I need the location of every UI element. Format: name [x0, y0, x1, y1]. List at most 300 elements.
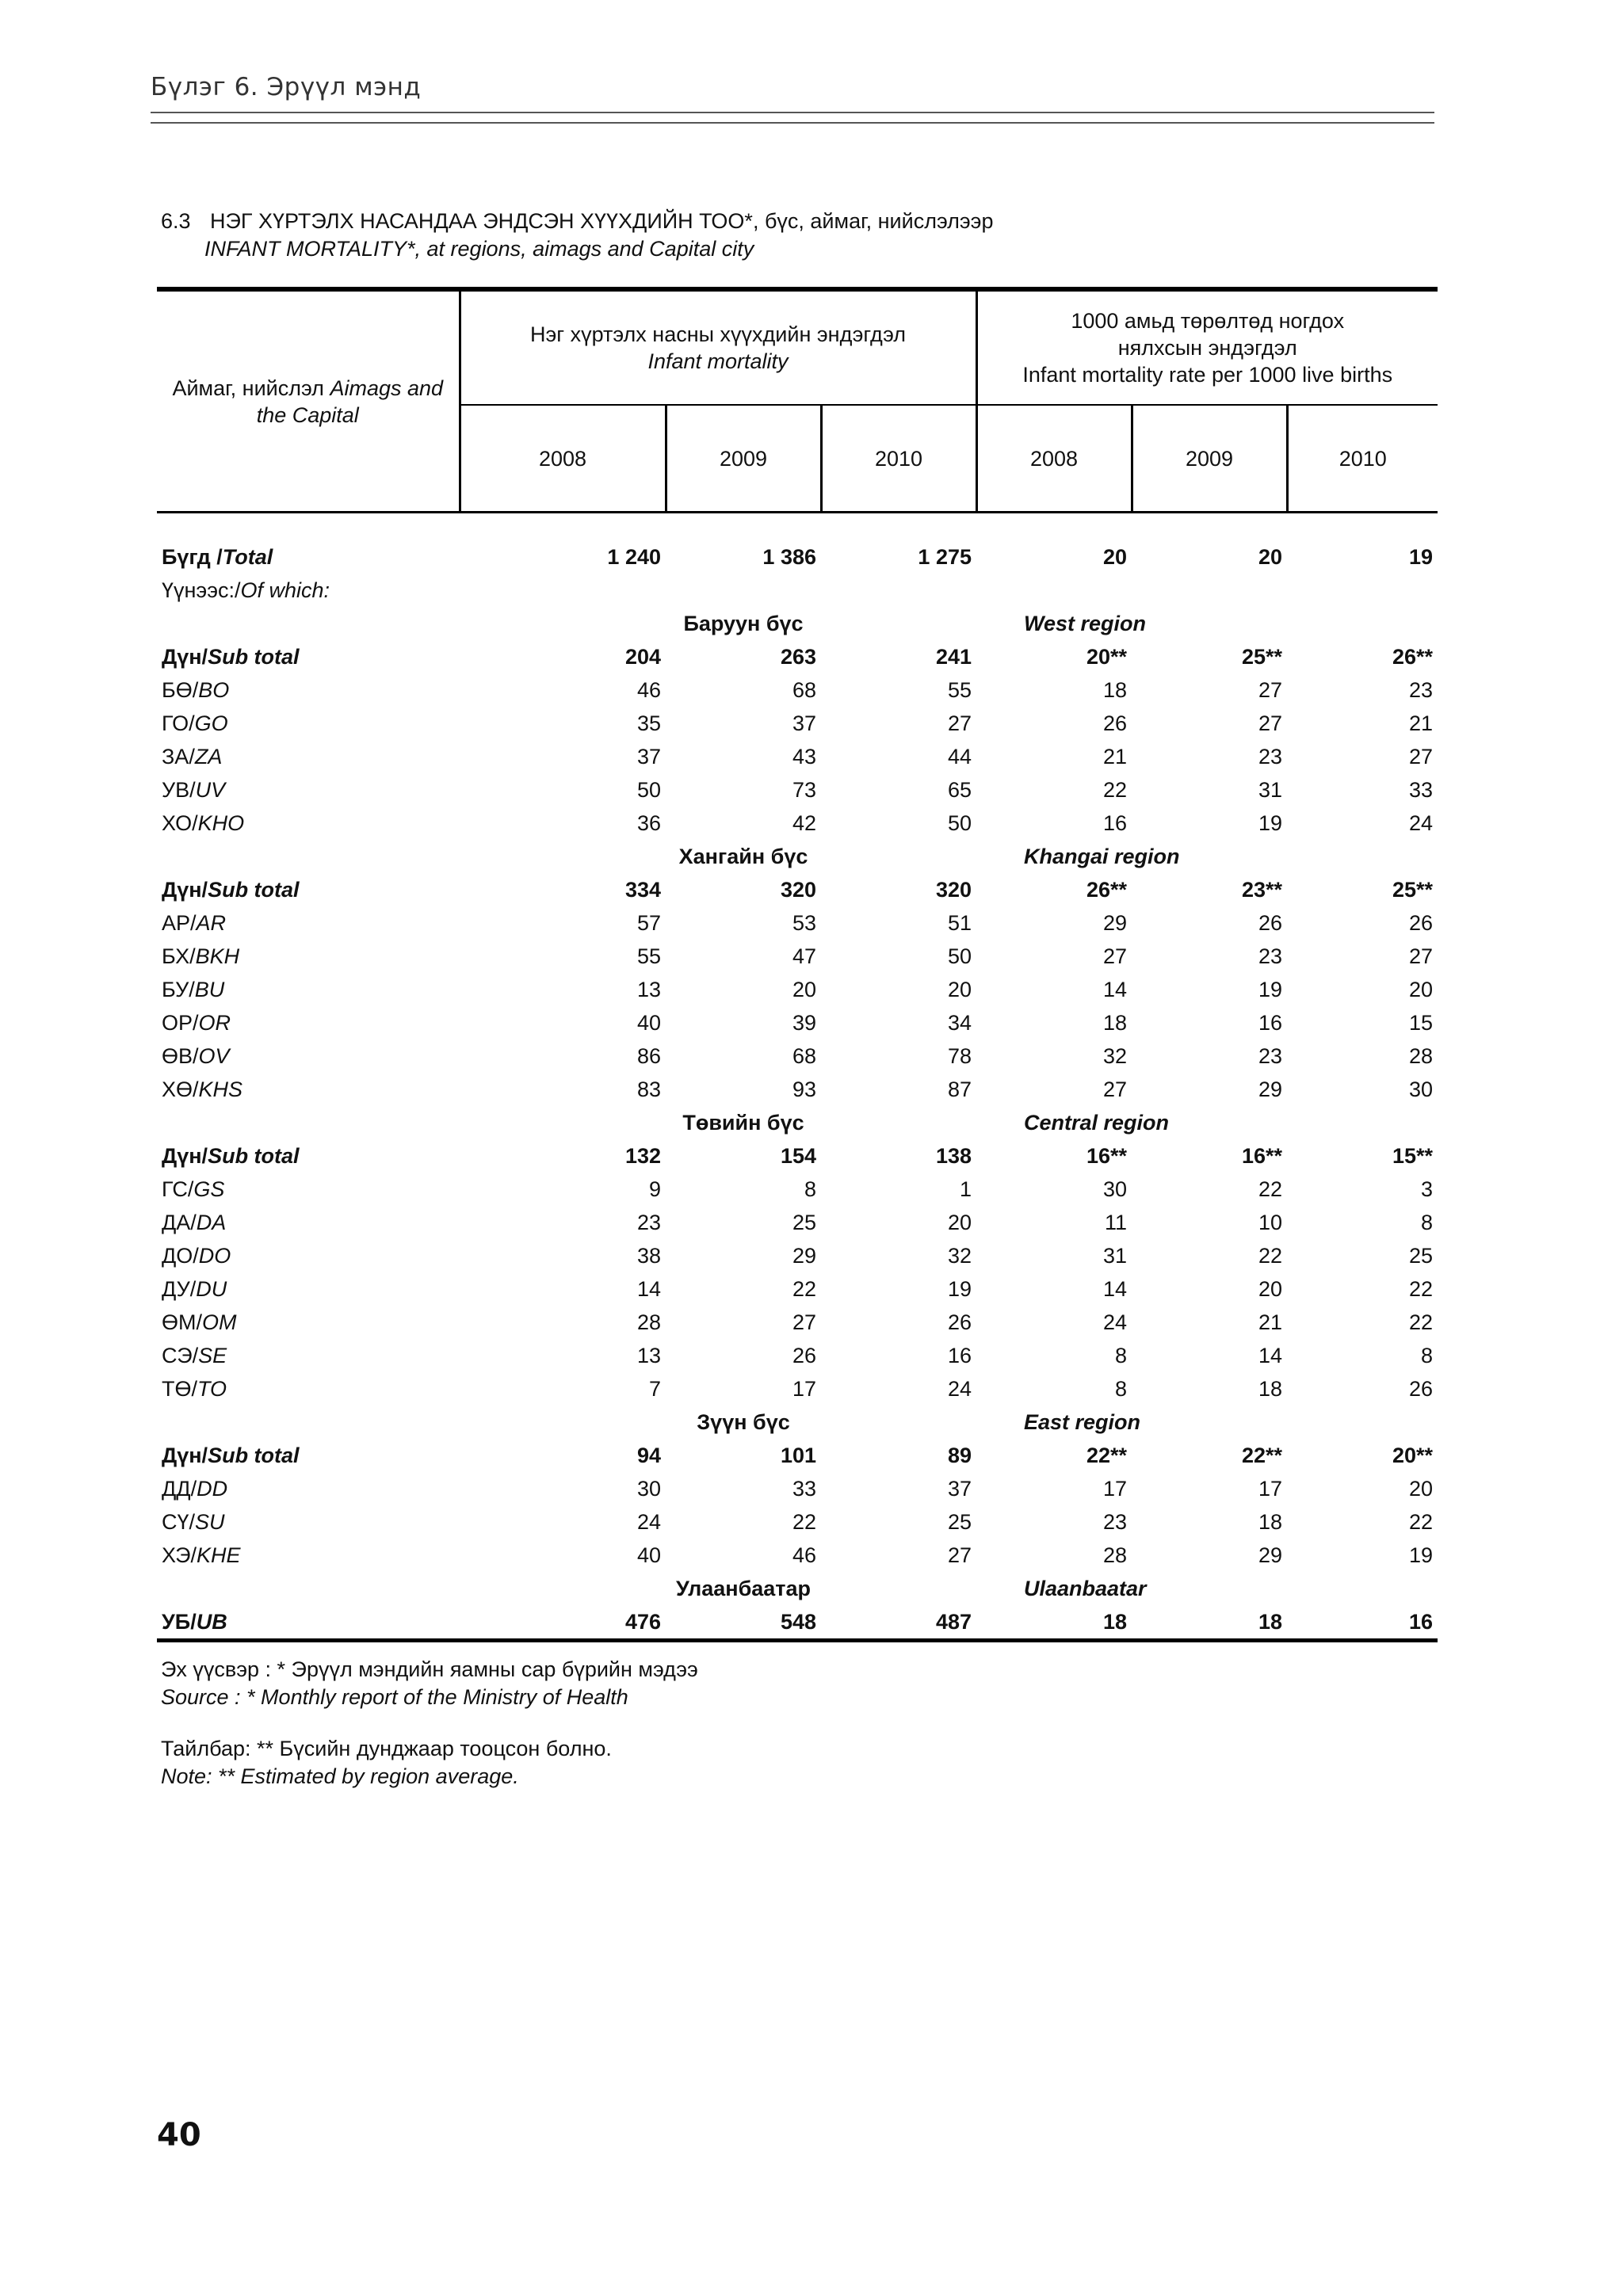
- value-cell: 21: [1408, 711, 1433, 735]
- row-label: [157, 707, 460, 740]
- row-label: [157, 740, 460, 773]
- row-label-mn: УВ/: [162, 777, 196, 802]
- row-label-en: KHS: [198, 1077, 243, 1101]
- region-name-mn: Улаанбаатар: [675, 1576, 812, 1600]
- value-cell: 14: [1258, 1343, 1282, 1367]
- value-cell: 26: [947, 1310, 972, 1334]
- row-label: [157, 1039, 460, 1073]
- value-cell: 33: [792, 1476, 816, 1501]
- row-label-en: DU: [196, 1276, 227, 1301]
- row-label-mn: ДД/: [162, 1476, 197, 1501]
- row-label: [157, 973, 460, 1006]
- value-cell: 22: [1408, 1509, 1433, 1534]
- value-cell: 18: [1102, 677, 1127, 702]
- value-cell: 55: [636, 944, 661, 968]
- value-cell: 25: [1408, 1243, 1433, 1268]
- row-label-mn: ДА/: [162, 1210, 197, 1234]
- value-cell: 29: [1102, 910, 1127, 935]
- value-cell: 46: [792, 1543, 816, 1567]
- value-cell: 25**: [1392, 877, 1433, 902]
- value-cell: 68: [792, 677, 816, 702]
- region-name-mn: Хангайн бүс: [678, 844, 808, 868]
- subtotal-row: [157, 1139, 1438, 1173]
- value-cell: 26: [1258, 910, 1282, 935]
- source-note-mn: Эх үүсвэр : * Эрүүл мэндийн яамны сар бүрийн мэдээ: [161, 1657, 698, 1681]
- value-cell: 93: [792, 1077, 816, 1101]
- row-label-en: Sub total: [208, 877, 300, 902]
- row-label: [157, 940, 460, 973]
- value-cell: 1 240: [607, 544, 661, 569]
- value-cell: 132: [624, 1143, 661, 1168]
- value-cell: 47: [792, 944, 816, 968]
- row-label: [157, 1372, 460, 1405]
- value-cell: 36: [636, 810, 661, 835]
- value-cell: 27: [1102, 944, 1127, 968]
- row-label-en: GS: [193, 1177, 225, 1201]
- row-label: [157, 873, 460, 906]
- value-cell: 19: [1408, 544, 1433, 569]
- page-number: 40: [157, 2117, 201, 2153]
- value-cell: 16: [947, 1343, 972, 1367]
- aimag-row: [157, 1339, 1438, 1372]
- aimag-row: [157, 1539, 1438, 1572]
- value-cell: 14: [636, 1276, 661, 1301]
- value-cell: 46: [636, 677, 661, 702]
- row-label: [157, 1505, 460, 1539]
- row-label-en: SE: [198, 1343, 227, 1367]
- value-cell: 11: [1104, 1210, 1127, 1234]
- region-name-en: Ulaanbaatar: [1024, 1576, 1147, 1600]
- row-label: [157, 773, 460, 807]
- aimag-row: [157, 1039, 1438, 1073]
- aimag-row: [157, 773, 1438, 807]
- row-label-mn: Дүн/: [162, 877, 208, 902]
- value-cell: 320: [780, 877, 816, 902]
- value-cell: 13: [636, 977, 661, 1001]
- year-header: 2009: [1132, 405, 1287, 513]
- row-label-mn: ТӨ/: [162, 1376, 197, 1401]
- value-cell: 27: [947, 1543, 972, 1567]
- row-label-mn: Үүнээс:/: [162, 578, 241, 602]
- row-label-mn: ДУ/: [162, 1276, 197, 1301]
- value-cell: 30: [1102, 1177, 1127, 1201]
- value-cell: 39: [792, 1010, 816, 1035]
- table-title: [161, 208, 993, 263]
- row-label-en: Sub total: [208, 1443, 300, 1467]
- row-label: [157, 1339, 460, 1372]
- value-cell: 28: [636, 1310, 661, 1334]
- value-cell: 94: [636, 1443, 661, 1467]
- estimate-note-en: Note: ** Estimated by region average.: [161, 1764, 519, 1788]
- row-label-mn: БӨ/: [162, 677, 199, 702]
- row-label-mn: ДО/: [162, 1243, 199, 1268]
- value-cell: 22: [1408, 1276, 1433, 1301]
- value-cell: 26: [1408, 910, 1433, 935]
- row-label-en: BKH: [195, 944, 240, 968]
- row-label-en: ZA: [194, 744, 223, 769]
- row-label: [157, 574, 1438, 607]
- value-cell: 9: [648, 1177, 661, 1201]
- year-header: 2009: [666, 405, 821, 513]
- subtotal-row: [157, 873, 1438, 906]
- region-name-mn: Зүүн бүс: [697, 1409, 790, 1434]
- aimag-row: [157, 1306, 1438, 1339]
- value-cell: 8: [1420, 1343, 1433, 1367]
- row-label-mn: Дүн/: [162, 644, 208, 669]
- value-cell: 154: [780, 1143, 816, 1168]
- value-cell: 50: [947, 810, 972, 835]
- row-label-en: BO: [198, 677, 230, 702]
- value-cell: 263: [780, 644, 816, 669]
- value-cell: 37: [792, 711, 816, 735]
- value-cell: 26: [1102, 711, 1127, 735]
- value-cell: 55: [947, 677, 972, 702]
- table-number: 6.3: [161, 209, 191, 233]
- value-cell: 18: [1132, 1605, 1287, 1641]
- value-cell: 320: [935, 877, 972, 902]
- row-label-en: SU: [195, 1509, 225, 1534]
- value-cell: 17: [1102, 1476, 1127, 1501]
- value-cell: 30: [1408, 1077, 1433, 1101]
- value-cell: 16: [1287, 1605, 1438, 1641]
- value-cell: 78: [947, 1043, 972, 1068]
- footnotes: [161, 1656, 698, 1791]
- value-cell: 50: [636, 777, 661, 802]
- row-label: [157, 1472, 460, 1505]
- value-cell: 37: [947, 1476, 972, 1501]
- chapter-header: Бүлэг 6. Эрүүл мэнд: [151, 73, 422, 101]
- row-label-mn: ӨМ/: [162, 1310, 202, 1334]
- aimag-row: [157, 1505, 1438, 1539]
- value-cell: 68: [792, 1043, 816, 1068]
- value-cell: 15**: [1392, 1143, 1433, 1168]
- row-label-en: DO: [198, 1243, 231, 1268]
- value-cell: 57: [636, 910, 661, 935]
- value-cell: 14: [1102, 1276, 1127, 1301]
- value-cell: 204: [624, 644, 661, 669]
- aimag-row: [157, 1472, 1438, 1505]
- value-cell: 50: [947, 944, 972, 968]
- value-cell: 22: [1408, 1310, 1433, 1334]
- row-label: [157, 673, 460, 707]
- row-label-mn: СЭ/: [162, 1343, 199, 1367]
- value-cell: 27: [792, 1310, 816, 1334]
- aimag-row: [157, 740, 1438, 773]
- region-name-en: East region: [1024, 1409, 1141, 1434]
- value-cell: 20: [947, 977, 972, 1001]
- value-cell: 548: [666, 1605, 821, 1641]
- value-cell: 16**: [1086, 1143, 1127, 1168]
- value-cell: 18: [976, 1605, 1132, 1641]
- value-cell: 89: [947, 1443, 972, 1467]
- aimag-row: [157, 1372, 1438, 1405]
- value-cell: 27: [1408, 944, 1433, 968]
- column-group-infant-mortality: Нэг хүртэлх насны хүүхдийн эндэгдэл Infant mortality: [460, 289, 976, 405]
- value-cell: 14: [1102, 977, 1127, 1001]
- value-cell: 334: [624, 877, 661, 902]
- value-cell: 33: [1408, 777, 1433, 802]
- value-cell: 20: [1408, 977, 1433, 1001]
- row-label-en: Sub total: [208, 644, 300, 669]
- value-cell: 32: [1102, 1043, 1127, 1068]
- aimag-row: [157, 1006, 1438, 1039]
- value-cell: 31: [1102, 1243, 1127, 1268]
- value-cell: 24: [636, 1509, 661, 1534]
- value-cell: 23: [1258, 744, 1282, 769]
- value-cell: 38: [636, 1243, 661, 1268]
- value-cell: 29: [1258, 1543, 1282, 1567]
- value-cell: 51: [947, 910, 972, 935]
- table-body: [157, 513, 1438, 1641]
- value-cell: 26**: [1086, 877, 1127, 902]
- row-label-en: UB: [196, 1609, 227, 1634]
- row-label-mn: Дүн/: [162, 1443, 208, 1467]
- value-cell: 8: [1114, 1343, 1127, 1367]
- column-group-mortality-rate: 1000 амьд төрөлтөд ногдох нялхсын эндэгдэл Infant mortality rate per 1000 live births: [976, 289, 1438, 405]
- row-label: [157, 540, 460, 574]
- row-label-en: TO: [197, 1376, 227, 1401]
- table-title-en: INFANT MORTALITY*, at regions, aimags and Capital city: [204, 237, 754, 261]
- value-cell: 20**: [1086, 644, 1127, 669]
- row-label: [157, 1239, 460, 1272]
- row-label-en: OV: [198, 1043, 230, 1068]
- of-which-row: [157, 574, 1438, 607]
- region-name-en: Central region: [1024, 1110, 1170, 1135]
- value-cell: 17: [792, 1376, 816, 1401]
- row-label: [157, 1539, 460, 1572]
- region-name-en: Khangai region: [1024, 844, 1180, 868]
- aimag-row: [157, 1239, 1438, 1272]
- aimag-row: [157, 673, 1438, 707]
- region-name-mn: Төвийн бүс: [682, 1110, 804, 1135]
- value-cell: 19: [947, 1276, 972, 1301]
- value-cell: 24: [1102, 1310, 1127, 1334]
- value-cell: 43: [792, 744, 816, 769]
- header-rule-bottom: [151, 122, 1434, 124]
- value-cell: 23: [1258, 1043, 1282, 1068]
- value-cell: 1: [959, 1177, 972, 1201]
- value-cell: 21: [1258, 1310, 1282, 1334]
- region-header-row: [157, 607, 1438, 640]
- value-cell: 8: [804, 1177, 816, 1201]
- value-cell: 83: [636, 1077, 661, 1101]
- value-cell: 24: [1408, 810, 1433, 835]
- row-label-mn: Бүгд /: [162, 544, 223, 569]
- value-cell: 15: [1408, 1010, 1433, 1035]
- value-cell: 20: [1258, 1276, 1282, 1301]
- row-label-mn: БУ/: [162, 977, 195, 1001]
- row-label-mn: ХӨ/: [162, 1077, 199, 1101]
- value-cell: 23**: [1241, 877, 1282, 902]
- value-cell: 27: [1102, 1077, 1127, 1101]
- value-cell: 26**: [1392, 644, 1433, 669]
- row-label-en: GO: [194, 711, 228, 735]
- value-cell: 19: [1258, 810, 1282, 835]
- row-label-mn: Дүн/: [162, 1143, 208, 1168]
- row-label-mn: ХЭ/: [162, 1543, 197, 1567]
- row-label-en: OM: [202, 1310, 237, 1334]
- value-cell: 44: [947, 744, 972, 769]
- subtotal-row: [157, 640, 1438, 673]
- header-rule-top: [151, 112, 1434, 113]
- value-cell: 18: [1102, 1010, 1127, 1035]
- region-name-mn: Баруун бүс: [683, 611, 804, 635]
- value-cell: 86: [636, 1043, 661, 1068]
- value-cell: 476: [460, 1605, 666, 1641]
- value-cell: 1 275: [918, 544, 972, 569]
- value-cell: 7: [648, 1376, 661, 1401]
- row-label-en: Total: [222, 544, 273, 569]
- aimag-row: [157, 906, 1438, 940]
- value-cell: 25: [792, 1210, 816, 1234]
- value-cell: 42: [792, 810, 816, 835]
- row-label-en: UV: [195, 777, 226, 802]
- value-cell: 16: [1102, 810, 1127, 835]
- value-cell: 138: [935, 1143, 972, 1168]
- aimag-row: [157, 1173, 1438, 1206]
- value-cell: 21: [1102, 744, 1127, 769]
- value-cell: 29: [1258, 1077, 1282, 1101]
- table-title-mn: НЭГ ХҮРТЭЛХ НАСАНДАА ЭНДСЭН ХҮҮХДИЙН ТОО*, бүс, аймаг, нийслэлээр: [210, 209, 994, 233]
- row-label: [157, 1605, 460, 1641]
- estimate-note-mn: Тайлбар: ** Бүсийн дунджаар тооцсон болно.: [161, 1737, 612, 1760]
- row-label-mn: ЗА/: [162, 744, 195, 769]
- aimag-row: [157, 1272, 1438, 1306]
- row-label-en: AR: [196, 910, 227, 935]
- value-cell: 16: [1258, 1010, 1282, 1035]
- value-cell: 10: [1258, 1210, 1282, 1234]
- row-label-mn: УБ/: [162, 1609, 197, 1634]
- value-cell: 27: [1258, 677, 1282, 702]
- aimag-row: [157, 973, 1438, 1006]
- value-cell: 26: [792, 1343, 816, 1367]
- value-cell: 20: [792, 977, 816, 1001]
- value-cell: 22: [1258, 1243, 1282, 1268]
- value-cell: 23: [1258, 944, 1282, 968]
- year-header: 2008: [460, 405, 666, 513]
- row-label-en: KHE: [197, 1543, 241, 1567]
- value-cell: 24: [947, 1376, 972, 1401]
- value-cell: 53: [792, 910, 816, 935]
- aimag-row: [157, 940, 1438, 973]
- value-cell: 27: [1408, 744, 1433, 769]
- source-note-en: Source : * Monthly report of the Ministry of Health: [161, 1685, 628, 1709]
- value-cell: 34: [947, 1010, 972, 1035]
- value-cell: 20: [1408, 1476, 1433, 1501]
- value-cell: 87: [947, 1077, 972, 1101]
- row-label-mn: ГС/: [162, 1177, 194, 1201]
- aimag-row: [157, 1073, 1438, 1106]
- row-label: [157, 906, 460, 940]
- value-cell: 65: [947, 777, 972, 802]
- value-cell: 22**: [1086, 1443, 1127, 1467]
- region-header-row: [157, 840, 1438, 873]
- row-label: [157, 1306, 460, 1339]
- value-cell: 101: [780, 1443, 816, 1467]
- value-cell: 22**: [1241, 1443, 1282, 1467]
- value-cell: 8: [1114, 1376, 1127, 1401]
- value-cell: 25**: [1241, 644, 1282, 669]
- aimag-row: [157, 1206, 1438, 1239]
- aimag-row: [157, 707, 1438, 740]
- row-label-en: DA: [196, 1210, 227, 1234]
- value-cell: 19: [1408, 1543, 1433, 1567]
- value-cell: 25: [947, 1509, 972, 1534]
- row-label-mn: АР/: [162, 910, 197, 935]
- region-header-row: [157, 1405, 1438, 1439]
- total-row: [157, 540, 1438, 574]
- value-cell: 27: [947, 711, 972, 735]
- row-label-en: Of which:: [240, 578, 330, 602]
- row-label-en: BU: [194, 977, 225, 1001]
- value-cell: 28: [1102, 1543, 1127, 1567]
- year-header: 2010: [821, 405, 976, 513]
- row-label-mn: СҮ/: [162, 1509, 196, 1534]
- value-cell: 73: [792, 777, 816, 802]
- value-cell: 35: [636, 711, 661, 735]
- value-cell: 20: [947, 1210, 972, 1234]
- value-cell: 23: [1408, 677, 1433, 702]
- row-label: [157, 1206, 460, 1239]
- row-label: [157, 807, 460, 840]
- value-cell: 22: [792, 1509, 816, 1534]
- value-cell: 28: [1408, 1043, 1433, 1068]
- row-label: [157, 1139, 460, 1173]
- value-cell: 22: [1102, 777, 1127, 802]
- row-label: [157, 640, 460, 673]
- value-cell: 18: [1258, 1509, 1282, 1534]
- value-cell: 3: [1420, 1177, 1433, 1201]
- value-cell: 37: [636, 744, 661, 769]
- value-cell: 23: [1102, 1509, 1127, 1534]
- subtotal-row: [157, 1439, 1438, 1472]
- value-cell: 19: [1258, 977, 1282, 1001]
- infant-mortality-table: [157, 287, 1438, 1642]
- value-cell: 40: [636, 1010, 661, 1035]
- row-label: [157, 1173, 460, 1206]
- value-cell: 20: [1258, 544, 1282, 569]
- value-cell: 20: [1102, 544, 1127, 569]
- region-header-row: [157, 1106, 1438, 1139]
- value-cell: 29: [792, 1243, 816, 1268]
- value-cell: 8: [1420, 1210, 1433, 1234]
- year-header: 2010: [1287, 405, 1438, 513]
- value-cell: 32: [947, 1243, 972, 1268]
- value-cell: 26: [1408, 1376, 1433, 1401]
- row-label-mn: ӨВ/: [162, 1043, 199, 1068]
- region-name-en: West region: [1024, 611, 1147, 635]
- region-header-row: [157, 1572, 1438, 1605]
- row-label-en: OR: [198, 1010, 231, 1035]
- value-cell: 1 386: [762, 544, 816, 569]
- row-label: [157, 1073, 460, 1106]
- row-label: [157, 1006, 460, 1039]
- value-cell: 16**: [1241, 1143, 1282, 1168]
- row-label: [157, 1439, 460, 1472]
- value-cell: 30: [636, 1476, 661, 1501]
- row-label-mn: ОР/: [162, 1010, 199, 1035]
- row-label-mn: ХО/: [162, 810, 198, 835]
- value-cell: 13: [636, 1343, 661, 1367]
- subtotal-row: [157, 1605, 1438, 1641]
- value-cell: 18: [1258, 1376, 1282, 1401]
- value-cell: 31: [1258, 777, 1282, 802]
- row-label-mn: БХ/: [162, 944, 196, 968]
- aimag-row: [157, 807, 1438, 840]
- year-header: 2008: [976, 405, 1132, 513]
- value-cell: 17: [1258, 1476, 1282, 1501]
- value-cell: 22: [792, 1276, 816, 1301]
